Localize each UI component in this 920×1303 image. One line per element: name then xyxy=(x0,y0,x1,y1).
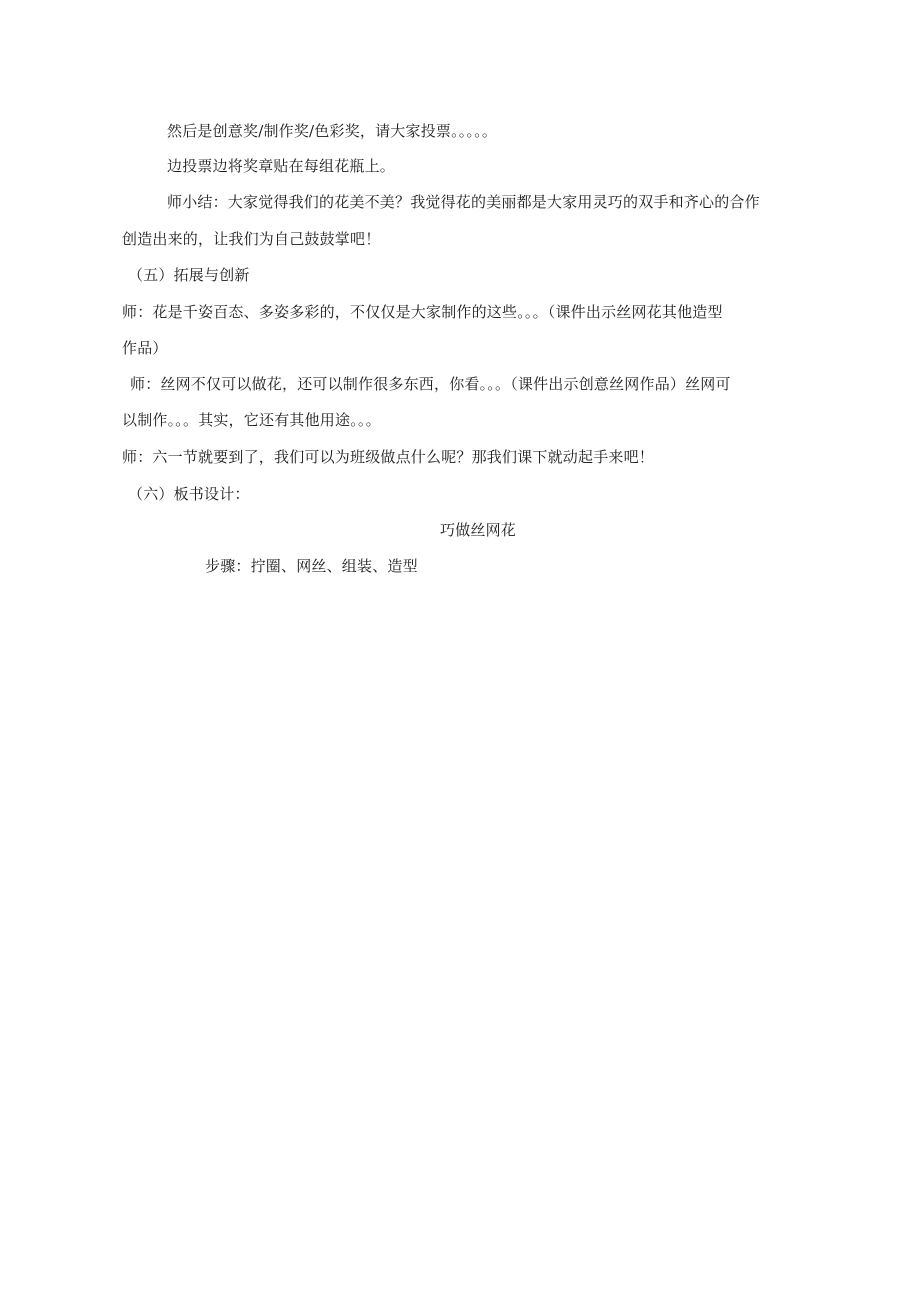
paragraph-stick-medals: 边投票边将奖章贴在每组花瓶上。 xyxy=(167,157,396,175)
paragraph-summary-line1: 师小结：大家觉得我们的花美不美？我觉得花的美丽都是大家用灵巧的双手和齐心的合作 xyxy=(167,193,760,211)
paragraph-teacher-uses-line1: 师：丝网不仅可以做花，还可以制作很多东西，你看。。。（课件出示创意丝网作品）丝网可 xyxy=(130,375,731,393)
board-steps: 步骤：拧圈、网丝、组装、造型 xyxy=(205,557,418,575)
paragraph-teacher-uses-line2: 以制作。。。其实，它还有其他用途。。。 xyxy=(122,411,381,429)
paragraph-teacher-flowers-line1: 师：花是千姿百态、多姿多彩的，不仅仅是大家制作的这些。。。（课件出示丝网花其他造型 xyxy=(122,303,723,321)
paragraph-teacher-flowers-line2: 作品） xyxy=(122,339,168,357)
paragraph-childrens-day: 师：六一节就要到了，我们可以为班级做点什么呢？那我们课下就动起手来吧！ xyxy=(122,448,655,466)
paragraph-award-vote: 然后是创意奖/制作奖/色彩奖，请大家投票。。。。。 xyxy=(167,122,498,140)
section-heading-six: （六）板书设计： xyxy=(128,485,250,503)
paragraph-summary-line2: 创造出来的，让我们为自己鼓鼓掌吧！ xyxy=(122,230,381,248)
section-heading-five: （五）拓展与创新 xyxy=(128,266,250,284)
board-title: 巧做丝网花 xyxy=(440,521,517,539)
